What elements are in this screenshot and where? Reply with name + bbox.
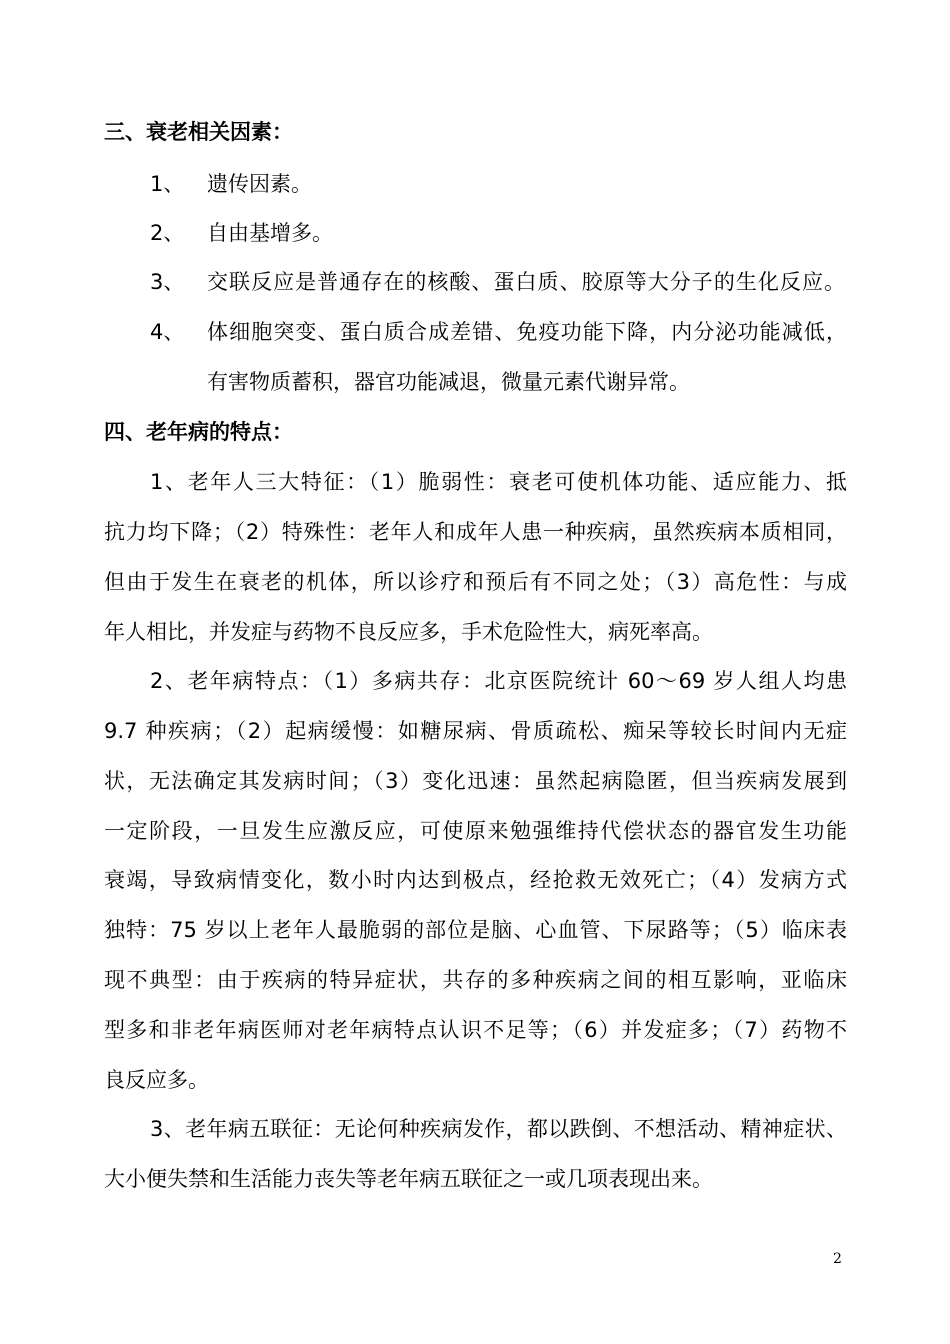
paragraph-line: 9.7 种疾病；（2）起病缓慢：如糖尿病、骨质疏松、痴呆等较长时间内无症 xyxy=(104,719,847,743)
paragraph-line: 型多和非老年病医师对老年病特点认识不足等；（6）并发症多；（7）药物不 xyxy=(104,1018,847,1042)
paragraph-line: 独特：75 岁以上老年人最脆弱的部位是脑、心血管、下尿路等；（5）临床表 xyxy=(104,918,847,942)
section-3-heading: 三、衰老相关因素： xyxy=(104,120,293,144)
paragraph-line: 抗力均下降；（2）特殊性：老年人和成年人患一种疾病，虽然疾病本质相同， xyxy=(104,520,847,544)
list-item-continuation: 有害物质蓄积，器官功能减退，微量元素代谢异常。 xyxy=(207,370,690,394)
list-item-text: 自由基增多。 xyxy=(207,221,333,245)
paragraph-line: 一定阶段，一旦发生应激反应，可使原来勉强维持代偿状态的器官发生功能 xyxy=(104,819,847,843)
list-item-number: 3、 xyxy=(150,270,185,294)
paragraph-line: 大小便失禁和生活能力丧失等老年病五联征之一或几项表现出来。 xyxy=(104,1167,713,1191)
page-number: 2 xyxy=(833,1251,842,1267)
list-item-number: 1、 xyxy=(150,172,185,196)
paragraph-line: 现不典型：由于疾病的特异症状，共存的多种疾病之间的相互影响，亚临床 xyxy=(104,968,847,992)
paragraph-line: 年人相比，并发症与药物不良反应多，手术危险性大，病死率高。 xyxy=(104,620,713,644)
paragraph-line: 良反应多。 xyxy=(104,1068,209,1092)
paragraph-line: 状，无法确定其发病时间；（3）变化迅速：虽然起病隐匿，但当疾病发展到 xyxy=(104,769,847,793)
paragraph-line: 3、老年病五联征：无论何种疾病发作，都以跌倒、不想活动、精神症状、 xyxy=(150,1117,847,1141)
list-item-text: 交联反应是普通存在的核酸、蛋白质、胶原等大分子的生化反应。 xyxy=(207,270,845,294)
list-item-number: 4、 xyxy=(150,320,185,344)
paragraph-line: 2、老年病特点：（1）多病共存：北京医院统计 60～69 岁人组人均患 xyxy=(150,669,847,693)
paragraph-line: 衰竭，导致病情变化，数小时内达到极点，经抢救无效死亡；（4）发病方式 xyxy=(104,868,847,892)
list-item-text: 体细胞突变、蛋白质合成差错、免疫功能下降，内分泌功能减低， xyxy=(207,320,847,344)
section-4-heading: 四、老年病的特点： xyxy=(104,420,293,444)
list-item-number: 2、 xyxy=(150,221,185,245)
list-item-text: 遗传因素。 xyxy=(207,172,312,196)
paragraph-line: 但由于发生在衰老的机体，所以诊疗和预后有不同之处；（3）高危性：与成 xyxy=(104,570,847,594)
paragraph-line: 1、老年人三大特征：（1）脆弱性：衰老可使机体功能、适应能力、抵 xyxy=(150,470,847,494)
